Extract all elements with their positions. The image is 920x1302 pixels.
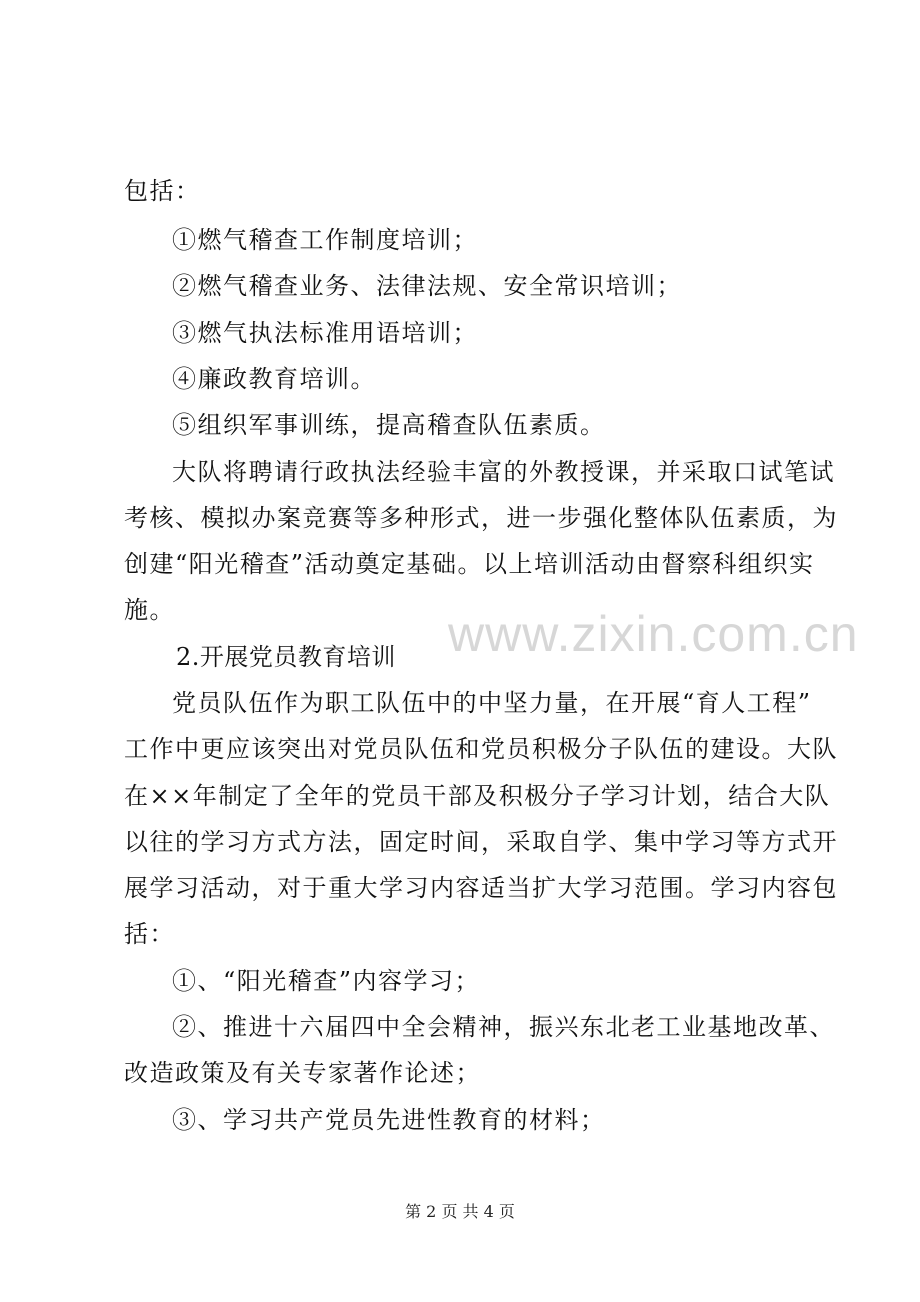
study-item-2-continued: 改造政策及有关专家著作论述； <box>124 1059 481 1087</box>
study-item-1: ①、“阳光稽查”内容学习； <box>172 967 481 995</box>
list-item-5: ⑤组织军事训练，提高稽查队伍素质。 <box>172 411 606 439</box>
site-watermark: www.zixin.com.cn <box>448 606 859 662</box>
paragraph-line: 党员队伍作为职工队伍中的中坚力量，在开展“育人工程” <box>172 689 812 717</box>
paragraph-line: 括： <box>124 920 175 948</box>
list-item-2: ②燃气稽查业务、法律法规、安全常识培训； <box>172 272 682 300</box>
paragraph-line: 创建“阳光稽查”活动奠定基础。以上培训活动由督察科组织实 <box>124 550 815 578</box>
study-item-3: ③、学习共产党员先进性教育的材料； <box>172 1106 606 1134</box>
paragraph-line: 考核、模拟办案竞赛等多种形式，进一步强化整体队伍素质，为 <box>124 504 838 532</box>
paragraph-line: 施。 <box>124 596 175 624</box>
page-footer: 第 2 页 共 4 页 <box>405 1202 515 1221</box>
section-heading: 2.开展党员教育培训 <box>176 643 396 671</box>
list-item-1: ①燃气稽查工作制度培训； <box>172 226 478 254</box>
paragraph-line: 以往的学习方式方法，固定时间，采取自学、集中学习等方式开 <box>124 828 838 856</box>
paragraph-line: 展学习活动，对于重大学习内容适当扩大学习范围。学习内容包 <box>124 874 838 902</box>
paragraph-line: 大队将聘请行政执法经验丰富的外教授课，并采取口试笔试 <box>172 458 835 486</box>
body-text-line: 包括： <box>124 177 201 205</box>
paragraph-line: 在××年制定了全年的党员干部及积极分子学习计划，结合大队 <box>124 782 831 810</box>
list-item-4: ④廉政教育培训。 <box>172 365 376 393</box>
study-item-2: ②、推进十六届四中全会精神，振兴东北老工业基地改革、 <box>172 1013 835 1041</box>
paragraph-line: 工作中更应该突出对党员队伍和党员积极分子队伍的建设。大队 <box>124 735 838 763</box>
list-item-3: ③燃气执法标准用语培训； <box>172 319 478 347</box>
